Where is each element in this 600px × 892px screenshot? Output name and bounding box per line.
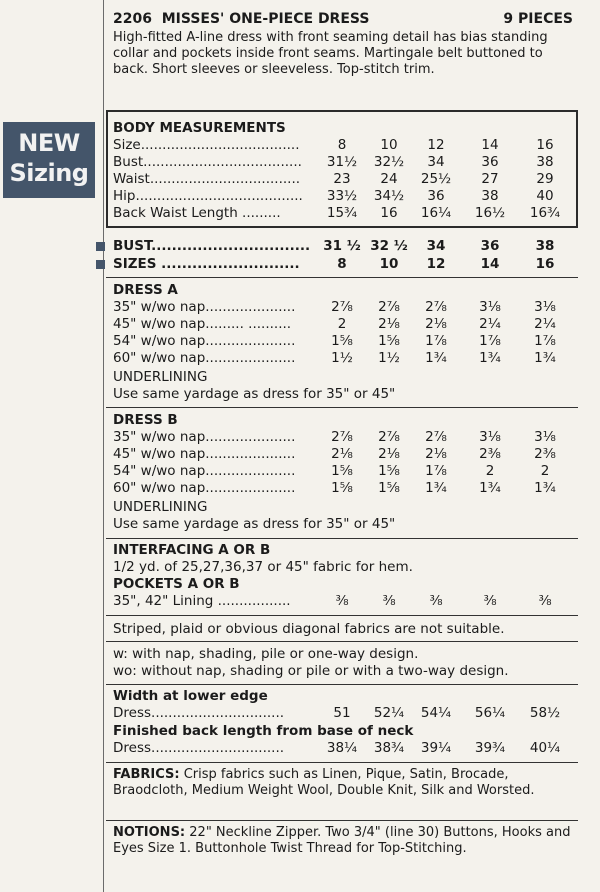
dress-a-yardage-cell: 1½	[331, 350, 353, 366]
dress-b-yardage-cell: 2	[540, 463, 550, 479]
divider	[106, 820, 578, 821]
dress-b-yardage-cell: 2⅛	[331, 446, 353, 462]
dress-a-yardage-cell: 2¼	[479, 316, 501, 332]
dress-a-yardage-cell: 2⅞	[378, 299, 400, 315]
pattern-header	[113, 8, 573, 30]
dress-a-yardage-cell: 2⅛	[425, 316, 447, 332]
body-measurement-cell: 15¾	[326, 205, 358, 221]
body-measurement-row-label: Bust.....................................	[113, 154, 302, 170]
divider	[106, 762, 578, 763]
divider	[106, 277, 578, 278]
notions-label: NOTIONS:	[113, 825, 186, 840]
pockets-title: POCKETS A OR B	[113, 576, 240, 592]
dress-b-yardage-cell: 1⅝	[331, 463, 353, 479]
pattern-description: High-fitted A-line dress with front seaming detail has bias standing collar and pockets inside front seams. Martingale belt buttoned to back. Short sleeves or sleeveless. Top-stitch trim.	[113, 30, 548, 77]
pattern-number: 2206	[113, 11, 152, 27]
body-measurement-row	[113, 171, 573, 188]
body-measurement-row-label: Size.....................................	[113, 137, 300, 153]
body-measurement-cell: 10	[380, 137, 398, 153]
body-measurements-title: BODY MEASUREMENTS	[113, 120, 286, 136]
dress-a-yardage-cell: 1⅞	[479, 333, 501, 349]
dress-a-yardage-cell: 1¾	[425, 350, 447, 366]
body-measurement-row-label: Waist...................................	[113, 171, 301, 187]
dress-b-yardage-cell: 2⅞	[425, 429, 447, 445]
bust-row: BUST............................... 31 ½ 32 ½ 34 36 38	[113, 238, 573, 255]
divider	[106, 615, 578, 616]
divider	[106, 538, 578, 539]
divider	[106, 684, 578, 685]
dress-a-yardage-cell: 1⅝	[378, 333, 400, 349]
dress-b-yardage-row	[113, 446, 573, 463]
notions-paragraph	[113, 825, 573, 857]
body-measurement-cell: 34	[427, 154, 445, 170]
sizes-row: SIZES ........................... 8 10 12 14 16	[113, 256, 573, 273]
new-sizing-badge	[3, 122, 95, 198]
body-measurement-cell: 38	[481, 188, 499, 204]
interfacing-title: INTERFACING A OR B	[113, 542, 271, 558]
body-measurement-cell: 34½	[373, 188, 405, 204]
body-measurement-cell: 31½	[326, 154, 358, 170]
body-measurement-cell: 16¾	[529, 205, 561, 221]
dress-b-title: DRESS B	[113, 412, 178, 428]
margin-rule	[103, 0, 104, 892]
dress-a-yardage-cell: 1⅞	[534, 333, 556, 349]
dress-b-yardage-row	[113, 429, 573, 446]
dress-b-yardage-cell: 1⅝	[331, 480, 353, 496]
body-measurement-row-label: Hip.......................................	[113, 188, 303, 204]
notions-text: 22" Neckline Zipper. Two 3/4" (line 30) Buttons, Hooks and Eyes Size 1. Buttonhole Twist Thread for Top-Stitching.	[113, 825, 571, 856]
dress-a-yardage-cell: 2⅛	[378, 316, 400, 332]
pattern-number-title	[113, 11, 369, 27]
back-length-row: Dress............................... 38¼ 38¾ 39¼ 39¾ 40¼	[113, 740, 561, 756]
divider	[106, 407, 578, 408]
square-bullet-icon	[96, 260, 105, 269]
dress-b-yardage-cell: 1¾	[479, 480, 501, 496]
dress-b-yardage-cell: 1⅞	[425, 463, 447, 479]
dress-b-yardage-row-label: 45" w/wo nap.....................	[113, 446, 296, 462]
dress-b-yardage-cell: 1⅝	[378, 463, 400, 479]
dress-b-yardage-cell: 2	[485, 463, 495, 479]
dress-a-yardage-cell: 1⅝	[331, 333, 353, 349]
width-title: Width at lower edge	[113, 688, 268, 704]
body-measurement-cell: 23	[333, 171, 351, 187]
body-measurement-cell: 16½	[474, 205, 506, 221]
body-measurement-row-label: Back Waist Length .........	[113, 205, 281, 221]
pieces-count: 9 PIECES	[503, 11, 573, 27]
pattern-title: MISSES' ONE-PIECE DRESS	[161, 11, 370, 27]
body-measurement-cell: 14	[481, 137, 499, 153]
body-measurement-cell: 29	[536, 171, 554, 187]
square-bullet-icon	[96, 242, 105, 251]
body-measurement-cell: 38	[536, 154, 554, 170]
width-row: Dress............................... 51 52¼ 54¼ 56¼ 58½	[113, 705, 561, 721]
dress-b-yardage-row-label: 54" w/wo nap.....................	[113, 463, 296, 479]
dress-b-underlining-note: Use same yardage as dress for 35" or 45"	[113, 516, 396, 532]
body-measurement-cell: 8	[337, 137, 347, 153]
dress-a-yardage-cell: 3⅛	[479, 299, 501, 315]
dress-a-yardage-row	[113, 350, 573, 367]
body-measurement-cell: 32½	[373, 154, 405, 170]
dress-a-yardage-cell: 1⅞	[425, 333, 447, 349]
dress-a-yardage-cell: 2	[337, 316, 347, 332]
body-measurement-cell: 27	[481, 171, 499, 187]
nap-note-2: wo: without nap, shading or pile or with a two-way design.	[113, 663, 509, 679]
fabric-warning: Striped, plaid or obvious diagonal fabrics are not suitable.	[113, 621, 505, 637]
dress-b-yardage-row-label: 60" w/wo nap.....................	[113, 480, 296, 496]
body-measurement-cell: 40	[536, 188, 554, 204]
dress-a-yardage-row-label: 54" w/wo nap.....................	[113, 333, 296, 349]
nap-note-1: w: with nap, shading, pile or one-way design.	[113, 646, 419, 662]
dress-b-yardage-cell: 1⅝	[378, 480, 400, 496]
body-measurement-row	[113, 188, 573, 205]
dress-b-yardage-row	[113, 480, 573, 497]
body-measurement-cell: 33½	[326, 188, 358, 204]
body-measurement-row	[113, 154, 573, 171]
header-section	[113, 8, 573, 78]
body-measurement-cell: 16	[536, 137, 554, 153]
dress-a-underlining: UNDERLINING	[113, 369, 208, 385]
body-measurement-cell: 25½	[420, 171, 452, 187]
divider	[106, 641, 578, 642]
dress-a-yardage-cell: 1½	[378, 350, 400, 366]
interfacing-note: 1/2 yd. of 25,27,36,37 or 45" fabric for hem.	[113, 559, 413, 575]
dress-a-yardage-row-label: 45" w/wo nap......... ..........	[113, 316, 292, 332]
dress-b-underlining: UNDERLINING	[113, 499, 208, 515]
dress-b-yardage-cell: 2⅛	[425, 446, 447, 462]
dress-a-yardage-row	[113, 299, 573, 316]
dress-a-yardage-cell: 2⅞	[425, 299, 447, 315]
dress-a-yardage-cell: 1¾	[479, 350, 501, 366]
dress-b-yardage-cell: 3⅛	[534, 429, 556, 445]
body-measurement-cell: 16¼	[420, 205, 452, 221]
dress-b-yardage-cell: 2⅜	[534, 446, 556, 462]
fabrics-paragraph	[113, 767, 573, 799]
dress-a-underlining-note: Use same yardage as dress for 35" or 45"	[113, 386, 396, 402]
body-measurement-row	[113, 137, 573, 154]
dress-b-yardage-cell: 2⅞	[378, 429, 400, 445]
body-measurement-cell: 16	[380, 205, 398, 221]
dress-a-yardage-cell: 3⅛	[534, 299, 556, 315]
dress-b-yardage-cell: 2⅞	[331, 429, 353, 445]
body-measurement-cell: 24	[380, 171, 398, 187]
dress-a-yardage-cell: 2⅞	[331, 299, 353, 315]
dress-b-yardage-cell: 3⅛	[479, 429, 501, 445]
back-length-title: Finished back length from base of neck	[113, 723, 414, 739]
dress-b-yardage-cell: 1¾	[534, 480, 556, 496]
badge-line-2: Sizing	[9, 159, 89, 187]
fabrics-label: FABRICS:	[113, 767, 180, 782]
dress-b-yardage-row-label: 35" w/wo nap.....................	[113, 429, 296, 445]
dress-a-yardage-cell: 2¼	[534, 316, 556, 332]
body-measurement-cell: 36	[427, 188, 445, 204]
dress-a-yardage-row	[113, 316, 573, 333]
dress-a-title: DRESS A	[113, 282, 178, 298]
dress-b-yardage-cell: 1¾	[425, 480, 447, 496]
dress-a-yardage-row	[113, 333, 573, 350]
body-measurement-cell: 12	[427, 137, 445, 153]
dress-a-yardage-row-label: 35" w/wo nap.....................	[113, 299, 296, 315]
badge-line-1: NEW	[18, 129, 80, 157]
lining-row: 35", 42" Lining ................. ⅜ ⅜ ⅜ ⅜ ⅜	[113, 593, 552, 609]
fabrics-text: Crisp fabrics such as Linen, Pique, Satin, Brocade, Braodcloth, Medium Weight Wool, Double Knit, Silk and Worsted.	[113, 767, 535, 798]
dress-b-yardage-row	[113, 463, 573, 480]
dress-a-yardage-row-label: 60" w/wo nap.....................	[113, 350, 296, 366]
dress-b-yardage-cell: 2⅛	[378, 446, 400, 462]
body-measurement-cell: 36	[481, 154, 499, 170]
dress-a-yardage-cell: 1¾	[534, 350, 556, 366]
body-measurement-row	[113, 205, 573, 222]
dress-b-yardage-cell: 2⅜	[479, 446, 501, 462]
